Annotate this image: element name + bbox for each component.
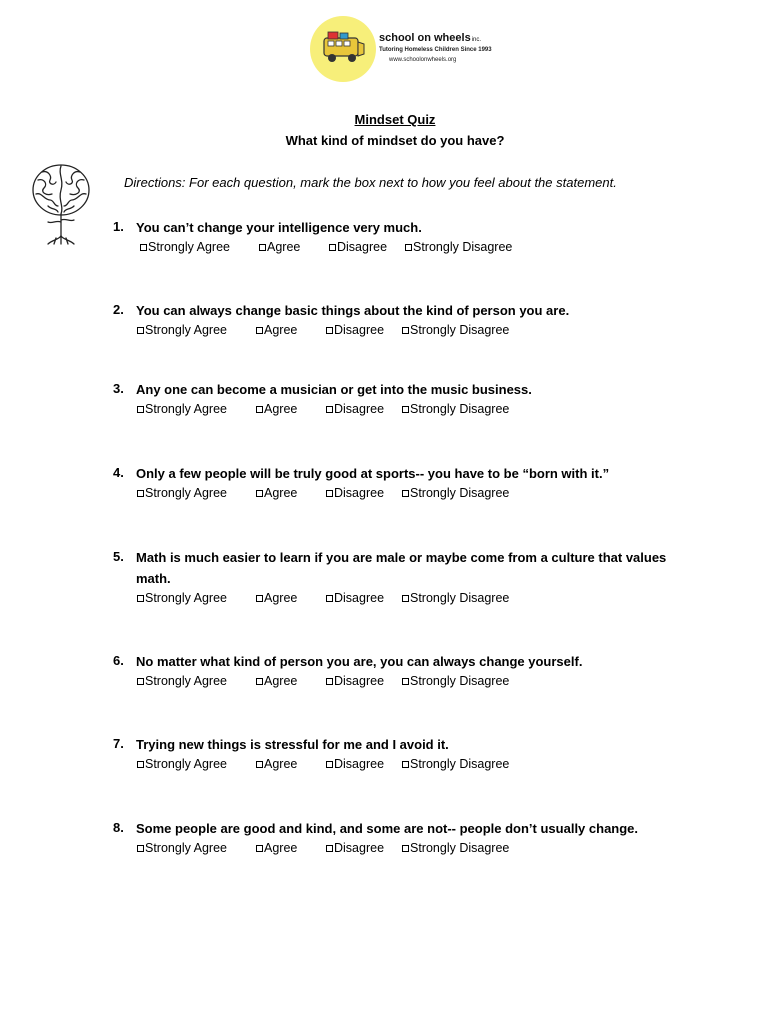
option-strongly-agree[interactable]: [137, 674, 227, 688]
checkbox[interactable]: [256, 595, 263, 602]
option-label: Agree: [264, 674, 298, 688]
checkbox[interactable]: [137, 406, 144, 413]
question-number: 8.: [113, 820, 124, 835]
question-text: Only a few people will be truly good at sports-- you have to be “born with it.”: [136, 466, 610, 481]
option-label: Strongly Agree: [145, 757, 227, 771]
option-label: Strongly Disagree: [410, 591, 510, 605]
option-strongly-disagree[interactable]: [402, 486, 509, 500]
option-agree[interactable]: [256, 757, 297, 771]
option-label: Disagree: [334, 486, 385, 500]
option-label: Strongly Agree: [145, 841, 227, 855]
option-strongly-agree[interactable]: [137, 757, 227, 771]
option-agree[interactable]: [256, 674, 297, 688]
option-label: Strongly Agree: [145, 674, 227, 688]
option-label: Strongly Disagree: [413, 240, 513, 254]
question-number: 6.: [113, 653, 124, 668]
option-label: Agree: [264, 402, 298, 416]
checkbox[interactable]: [326, 678, 333, 685]
page-subtitle: What kind of mindset do you have?: [285, 133, 505, 148]
option-agree[interactable]: [256, 323, 297, 337]
option-label: Agree: [264, 591, 298, 605]
checkbox[interactable]: [402, 327, 409, 334]
logo-tagline: Tutoring Homeless Children Since 1993: [379, 47, 492, 53]
option-label: Disagree: [334, 674, 385, 688]
option-disagree[interactable]: [326, 841, 384, 855]
option-label: Strongly Disagree: [410, 757, 510, 771]
checkbox[interactable]: [326, 595, 333, 602]
checkbox[interactable]: [137, 327, 144, 334]
answer-options: [0, 591, 770, 607]
option-strongly-agree[interactable]: [140, 240, 230, 254]
option-strongly-disagree[interactable]: [402, 402, 509, 416]
checkbox[interactable]: [259, 244, 266, 251]
checkbox[interactable]: [326, 327, 333, 334]
option-disagree[interactable]: [326, 402, 384, 416]
question-number: 7.: [113, 736, 124, 751]
question-text: You can always change basic things about the kind of person you are.: [136, 303, 570, 318]
option-label: Strongly Agree: [145, 323, 227, 337]
checkbox[interactable]: [256, 327, 263, 334]
question-text: Trying new things is stressful for me and I avoid it.: [136, 737, 449, 752]
option-strongly-disagree[interactable]: [402, 323, 509, 337]
checkbox[interactable]: [137, 678, 144, 685]
option-strongly-agree[interactable]: [137, 841, 227, 855]
option-label: Strongly Disagree: [410, 674, 510, 688]
school-on-wheels-logo: [310, 14, 510, 86]
checkbox[interactable]: [405, 244, 412, 251]
option-label: Agree: [264, 323, 298, 337]
option-label: Strongly Disagree: [410, 841, 510, 855]
checkbox[interactable]: [326, 490, 333, 497]
checkbox[interactable]: [329, 244, 336, 251]
question-number: 2.: [113, 302, 124, 317]
option-label: Strongly Disagree: [410, 323, 510, 337]
question-number: 5.: [113, 549, 124, 564]
option-agree[interactable]: [259, 240, 300, 254]
option-disagree[interactable]: [326, 486, 384, 500]
option-label: Strongly Agree: [145, 591, 227, 605]
checkbox[interactable]: [137, 761, 144, 768]
option-label: Disagree: [334, 757, 385, 771]
option-strongly-disagree[interactable]: [402, 674, 509, 688]
question-text: You can’t change your intelligence very much.: [136, 220, 422, 235]
option-label: Disagree: [334, 402, 385, 416]
answer-options: [0, 841, 770, 857]
answer-options: [0, 486, 770, 502]
option-disagree[interactable]: [329, 240, 387, 254]
option-label: Strongly Disagree: [410, 486, 510, 500]
option-label: Agree: [267, 240, 301, 254]
option-agree[interactable]: [256, 402, 297, 416]
checkbox[interactable]: [402, 678, 409, 685]
option-label: Disagree: [334, 841, 385, 855]
question-text: Some people are good and kind, and some are not-- people don’t usually change.: [136, 821, 639, 836]
answer-options: [0, 323, 770, 339]
checkbox[interactable]: [256, 845, 263, 852]
question-number: 4.: [113, 465, 124, 480]
option-label: Strongly Agree: [148, 240, 230, 254]
checkbox[interactable]: [402, 490, 409, 497]
checkbox[interactable]: [402, 595, 409, 602]
option-label: Strongly Agree: [145, 402, 227, 416]
brain-tree-icon: [28, 160, 94, 246]
page-title: Mindset Quiz: [354, 112, 436, 127]
answer-options: [0, 240, 770, 256]
option-disagree[interactable]: [326, 674, 384, 688]
option-label: Disagree: [334, 591, 385, 605]
bus-icon: [320, 30, 368, 66]
answer-options: [0, 757, 770, 773]
logo-url: www.schoolonwheels.org: [389, 57, 457, 63]
option-label: Strongly Disagree: [410, 402, 510, 416]
option-agree[interactable]: [256, 841, 297, 855]
logo-name: school on wheelsinc.: [379, 32, 482, 44]
checkbox[interactable]: [256, 490, 263, 497]
option-label: Disagree: [337, 240, 388, 254]
checkbox[interactable]: [137, 595, 144, 602]
question-text: Math is much easier to learn if you are male or maybe come from a culture that values math.: [136, 550, 667, 586]
answer-options: [0, 402, 770, 418]
checkbox[interactable]: [137, 845, 144, 852]
option-label: Disagree: [334, 323, 385, 337]
option-label: Agree: [264, 757, 298, 771]
question-text: Any one can become a musician or get into the music business.: [136, 382, 532, 397]
checkbox[interactable]: [402, 761, 409, 768]
question-text: No matter what kind of person you are, you can always change yourself.: [136, 654, 583, 669]
option-strongly-agree[interactable]: [137, 591, 227, 605]
option-agree[interactable]: [256, 591, 297, 605]
option-strongly-disagree[interactable]: [402, 757, 509, 771]
option-agree[interactable]: [256, 486, 297, 500]
option-label: Agree: [264, 841, 298, 855]
checkbox[interactable]: [326, 761, 333, 768]
option-strongly-agree[interactable]: [137, 486, 227, 500]
option-strongly-agree[interactable]: [137, 402, 227, 416]
option-label: Agree: [264, 486, 298, 500]
option-strongly-disagree[interactable]: [405, 240, 512, 254]
answer-options: [0, 674, 770, 690]
checkbox[interactable]: [402, 845, 409, 852]
option-strongly-disagree[interactable]: [402, 591, 509, 605]
checkbox[interactable]: [137, 490, 144, 497]
option-disagree[interactable]: [326, 757, 384, 771]
directions-text: Directions: For each question, mark the box next to how you feel about the statement.: [124, 175, 617, 190]
option-disagree[interactable]: [326, 591, 384, 605]
question-number: 3.: [113, 381, 124, 396]
checkbox[interactable]: [256, 761, 263, 768]
option-label: Strongly Agree: [145, 486, 227, 500]
checkbox[interactable]: [140, 244, 147, 251]
option-strongly-agree[interactable]: [137, 323, 227, 337]
option-disagree[interactable]: [326, 323, 384, 337]
checkbox[interactable]: [326, 406, 333, 413]
checkbox[interactable]: [256, 406, 263, 413]
checkbox[interactable]: [402, 406, 409, 413]
checkbox[interactable]: [256, 678, 263, 685]
checkbox[interactable]: [326, 845, 333, 852]
option-strongly-disagree[interactable]: [402, 841, 509, 855]
question-number: 1.: [113, 219, 124, 234]
